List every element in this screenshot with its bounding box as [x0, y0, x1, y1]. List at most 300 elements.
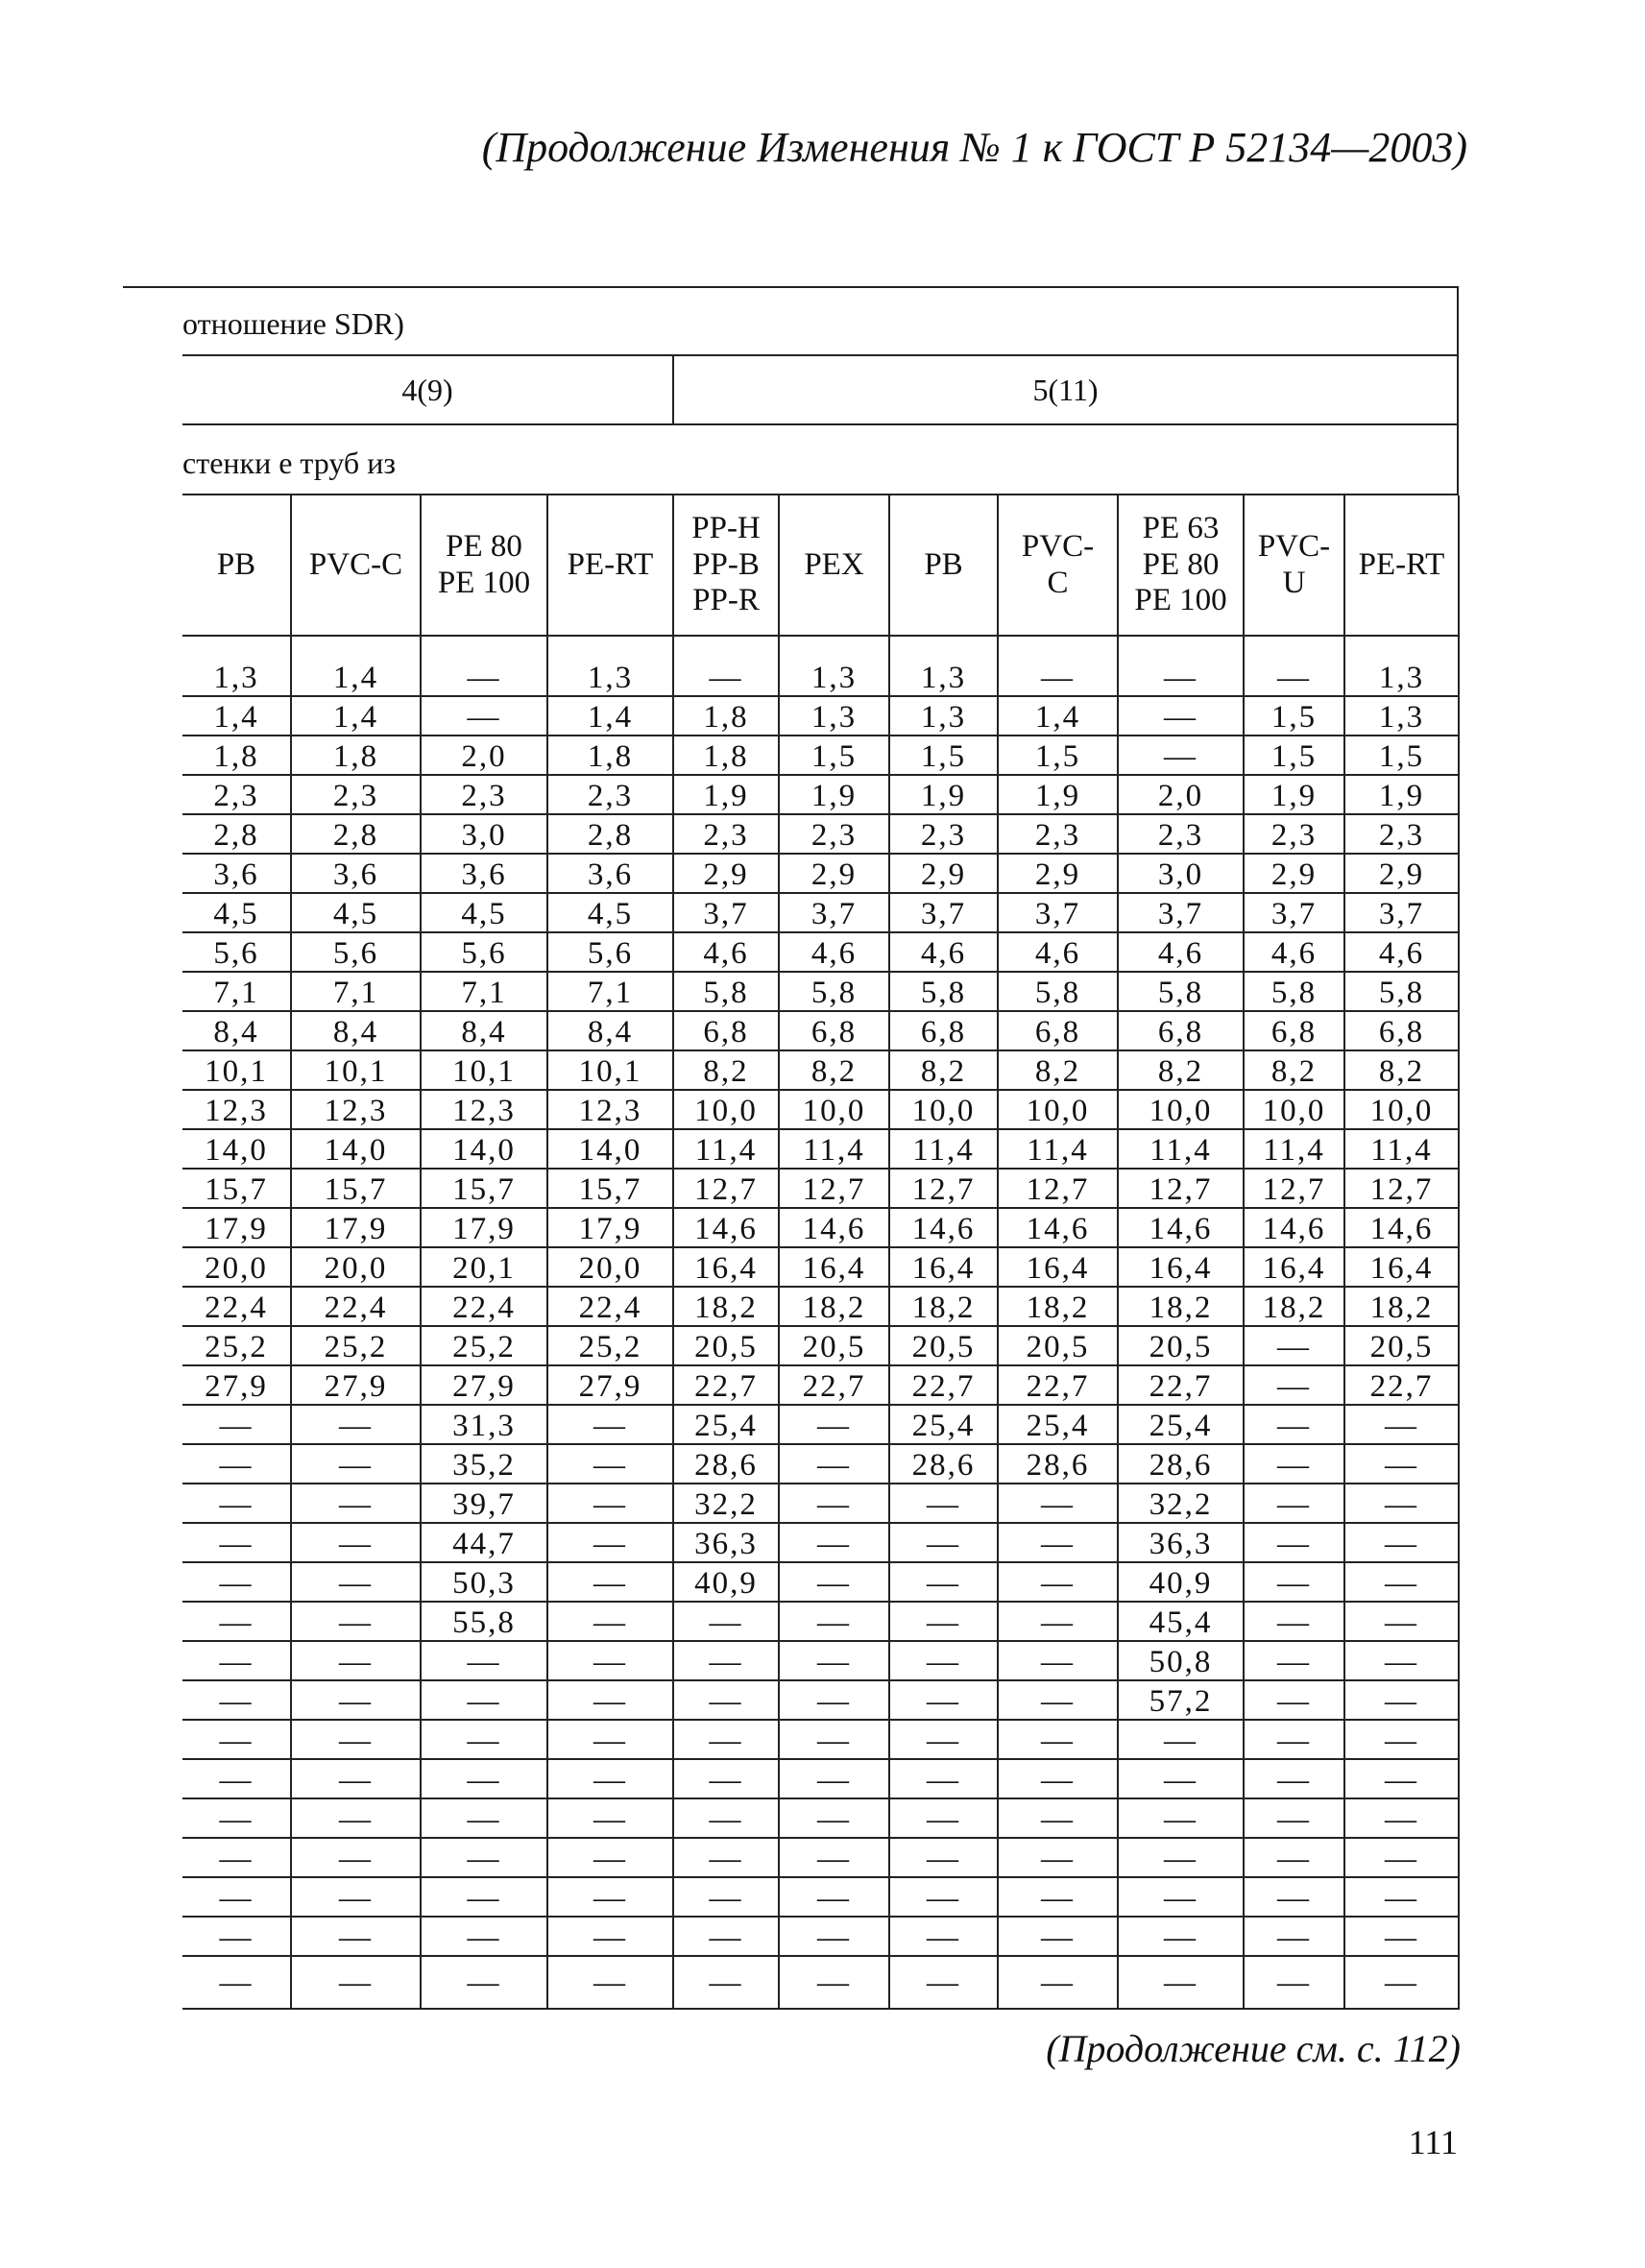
table-cell: —: [547, 1641, 673, 1680]
table-cell: —: [779, 1444, 889, 1484]
table-cell: 1,8: [547, 736, 673, 775]
spacer-cell: [673, 636, 779, 658]
table-cell: —: [291, 1720, 421, 1759]
table-cell: 11,4: [889, 1129, 998, 1169]
table-cell: 8,2: [998, 1050, 1118, 1090]
table-cell: —: [779, 1877, 889, 1917]
table-cell: 20,5: [889, 1326, 998, 1365]
table-cell: 28,6: [889, 1444, 998, 1484]
table-cell: —: [1244, 1405, 1344, 1444]
table-row: [182, 1326, 1459, 1365]
table-cell: —: [182, 1720, 291, 1759]
table-cell: —: [673, 1759, 779, 1798]
table-cell: 2,3: [998, 814, 1118, 854]
table-cell: —: [779, 1523, 889, 1562]
table-cell: —: [182, 1680, 291, 1720]
table-cell: —: [1118, 658, 1244, 696]
table-row: [182, 775, 1459, 814]
table-cell: —: [182, 1602, 291, 1641]
column-header: [779, 495, 889, 636]
table-cell: —: [998, 1484, 1118, 1523]
sdr-group-left: 4(9): [182, 356, 674, 423]
table-cell: —: [291, 1838, 421, 1877]
table-cell: —: [291, 1562, 421, 1602]
table-cell: 8,4: [547, 1011, 673, 1050]
table-cell: 15,7: [547, 1169, 673, 1208]
table-cell: 22,7: [1344, 1365, 1459, 1405]
table-cell: 8,4: [182, 1011, 291, 1050]
thickness-table: [182, 286, 1459, 2010]
table-cell: 10,0: [1118, 1090, 1244, 1129]
table-cell: 3,7: [673, 893, 779, 932]
table-cell: 31,3: [421, 1405, 547, 1444]
table-cell: 6,8: [1244, 1011, 1344, 1050]
table-cell: —: [1118, 1917, 1244, 1956]
table-cell: —: [547, 1680, 673, 1720]
table-cell: —: [889, 1562, 998, 1602]
table-cell: —: [291, 1759, 421, 1798]
column-header-line: PE 100: [1134, 583, 1227, 618]
table-cell: 3,6: [291, 854, 421, 893]
table-cell: —: [1244, 1877, 1344, 1917]
table-cell: —: [1244, 1326, 1344, 1365]
table-cell: 25,4: [1118, 1405, 1244, 1444]
column-header-line: PB: [924, 546, 963, 582]
table-cell: 15,7: [421, 1169, 547, 1208]
table-cell: —: [1344, 1917, 1459, 1956]
table-cell: 10,0: [889, 1090, 998, 1129]
table-cell: —: [1244, 1484, 1344, 1523]
table-cell: —: [1344, 1523, 1459, 1562]
table-cell: 11,4: [779, 1129, 889, 1169]
table-cell: —: [421, 1877, 547, 1917]
table-cell: —: [291, 1641, 421, 1680]
table-cell: 1,4: [547, 696, 673, 736]
table-cell: —: [547, 1405, 673, 1444]
table-cell: —: [182, 1444, 291, 1484]
table-cell: —: [673, 1720, 779, 1759]
table-cell: 8,2: [889, 1050, 998, 1090]
table-cell: 15,7: [291, 1169, 421, 1208]
table-cell: —: [779, 1680, 889, 1720]
table-cell: —: [421, 658, 547, 696]
table-cell: —: [547, 1562, 673, 1602]
column-header-line: C: [1047, 565, 1069, 600]
table-cell: —: [1244, 1562, 1344, 1602]
table-cell: —: [673, 1956, 779, 2009]
table-cell: 17,9: [547, 1208, 673, 1247]
table-row: [182, 1602, 1459, 1641]
table-cell: —: [779, 1720, 889, 1759]
table-cell: —: [779, 1484, 889, 1523]
table-row: [182, 1484, 1459, 1523]
table-cell: 2,3: [291, 775, 421, 814]
table-cell: 18,2: [889, 1287, 998, 1326]
table-cell: 11,4: [1244, 1129, 1344, 1169]
table-row: [182, 1129, 1459, 1169]
table-cell: —: [291, 1956, 421, 2009]
table-cell: 1,3: [779, 658, 889, 696]
spacer-cell: [1118, 636, 1244, 658]
table-cell: —: [1244, 658, 1344, 696]
table-cell: 40,9: [673, 1562, 779, 1602]
table-cell: —: [182, 1838, 291, 1877]
table-cell: 4,6: [1344, 932, 1459, 972]
table-cell: —: [1244, 1602, 1344, 1641]
sdr-group-right: 5(11): [674, 356, 1459, 423]
table-cell: —: [889, 1602, 998, 1641]
table-cell: 8,4: [421, 1011, 547, 1050]
table-cell: —: [1344, 1720, 1459, 1759]
data-grid: [182, 495, 1460, 2010]
table-cell: 3,7: [998, 893, 1118, 932]
table-row: [182, 1641, 1459, 1680]
table-row: [182, 1208, 1459, 1247]
table-cell: 5,8: [1244, 972, 1344, 1011]
table-cell: 2,9: [673, 854, 779, 893]
page-number: 111: [1408, 2123, 1458, 2161]
table-cell: 20,0: [547, 1247, 673, 1287]
table-cell: 22,4: [547, 1287, 673, 1326]
table-cell: —: [889, 1917, 998, 1956]
column-header: [1244, 495, 1344, 636]
table-cell: 1,3: [889, 696, 998, 736]
table-cell: —: [547, 1523, 673, 1562]
table-cell: —: [1118, 1759, 1244, 1798]
column-header-line: PVC-C: [308, 546, 403, 582]
table-cell: —: [779, 1838, 889, 1877]
table-cell: 1,4: [291, 696, 421, 736]
table-cell: —: [1118, 1956, 1244, 2009]
spacer-cell: [1344, 636, 1459, 658]
table-cell: 18,2: [673, 1287, 779, 1326]
table-cell: —: [673, 1798, 779, 1838]
table-cell: 2,3: [1344, 814, 1459, 854]
table-row: [182, 1287, 1459, 1326]
table-cell: 7,1: [182, 972, 291, 1011]
table-cell: —: [889, 1484, 998, 1523]
table-cell: 5,8: [1118, 972, 1244, 1011]
table-cell: 3,6: [421, 854, 547, 893]
table-cell: 2,8: [182, 814, 291, 854]
table-cell: 12,7: [1344, 1169, 1459, 1208]
column-header: [291, 495, 421, 636]
spacer-cell: [182, 636, 291, 658]
table-cell: —: [291, 1877, 421, 1917]
table-cell: 32,2: [1118, 1484, 1244, 1523]
table-cell: 25,2: [421, 1326, 547, 1365]
column-header-line: PE 80: [446, 528, 522, 564]
table-cell: 2,3: [673, 814, 779, 854]
table-cell: 16,4: [673, 1247, 779, 1287]
table-cell: 17,9: [182, 1208, 291, 1247]
table-cell: —: [182, 1798, 291, 1838]
table-row: [182, 1720, 1459, 1759]
table-cell: —: [779, 1602, 889, 1641]
table-row: [182, 932, 1459, 972]
table-cell: —: [998, 658, 1118, 696]
table-cell: —: [1344, 1680, 1459, 1720]
column-header-line: U: [1282, 565, 1306, 600]
column-header-line: PP-H: [691, 510, 761, 545]
table-cell: 10,1: [421, 1050, 547, 1090]
column-header: [421, 495, 547, 636]
table-cell: —: [1244, 1523, 1344, 1562]
table-cell: 39,7: [421, 1484, 547, 1523]
table-cell: —: [1344, 1484, 1459, 1523]
header-spacer-row: [182, 636, 1459, 658]
table-cell: 14,6: [1244, 1208, 1344, 1247]
table-cell: 1,9: [1244, 775, 1344, 814]
table-row: [182, 1917, 1459, 1956]
table-cell: 20,0: [182, 1247, 291, 1287]
table-row: [182, 658, 1459, 696]
table-cell: 25,2: [547, 1326, 673, 1365]
table-cell: 3,7: [1118, 893, 1244, 932]
table-cell: —: [1118, 1838, 1244, 1877]
table-cell: 14,6: [889, 1208, 998, 1247]
table-cell: —: [421, 1759, 547, 1798]
table-cell: 1,9: [998, 775, 1118, 814]
table-cell: —: [889, 1838, 998, 1877]
table-cell: 10,1: [182, 1050, 291, 1090]
table-cell: —: [547, 1720, 673, 1759]
table-cell: 8,2: [673, 1050, 779, 1090]
table-cell: 18,2: [998, 1287, 1118, 1326]
table-cell: —: [182, 1484, 291, 1523]
table-subcaption-row: [182, 425, 1459, 495]
table-cell: 1,3: [889, 658, 998, 696]
table-cell: 20,5: [1118, 1326, 1244, 1365]
table-cell: 40,9: [1118, 1562, 1244, 1602]
table-cell: —: [998, 1759, 1118, 1798]
table-cell: —: [421, 1641, 547, 1680]
table-cell: —: [1244, 1641, 1344, 1680]
table-row: [182, 1444, 1459, 1484]
table-cell: —: [547, 1798, 673, 1838]
table-cell: 3,6: [182, 854, 291, 893]
table-cell: 12,3: [421, 1090, 547, 1129]
table-cell: —: [182, 1877, 291, 1917]
table-cell: 14,6: [779, 1208, 889, 1247]
table-cell: 11,4: [673, 1129, 779, 1169]
table-cell: 2,3: [889, 814, 998, 854]
table-cell: —: [182, 1917, 291, 1956]
table-cell: 8,2: [779, 1050, 889, 1090]
table-cell: 14,0: [291, 1129, 421, 1169]
table-cell: 5,8: [998, 972, 1118, 1011]
table-cell: —: [673, 1838, 779, 1877]
table-cell: —: [1344, 1602, 1459, 1641]
table-cell: 6,8: [673, 1011, 779, 1050]
column-header-line: PE-RT: [567, 546, 654, 582]
table-row: [182, 1090, 1459, 1129]
column-header-line: PE 63: [1142, 510, 1220, 545]
table-cell: 14,6: [998, 1208, 1118, 1247]
table-cell: —: [779, 1562, 889, 1602]
table-cell: 12,7: [673, 1169, 779, 1208]
table-cell: 5,6: [291, 932, 421, 972]
table-cell: —: [889, 1523, 998, 1562]
table-cell: 1,9: [1344, 775, 1459, 814]
table-cell: —: [421, 1956, 547, 2009]
table-cell: 22,4: [182, 1287, 291, 1326]
table-row: [182, 1562, 1459, 1602]
table-cell: —: [291, 1798, 421, 1838]
table-cell: —: [673, 1680, 779, 1720]
table-row: [182, 1798, 1459, 1838]
table-cell: —: [779, 1405, 889, 1444]
table-cell: 18,2: [1244, 1287, 1344, 1326]
table-cell: 25,4: [889, 1405, 998, 1444]
table-cell: 4,5: [421, 893, 547, 932]
table-cell: 2,0: [421, 736, 547, 775]
table-cell: 10,0: [1244, 1090, 1344, 1129]
table-cell: 14,0: [547, 1129, 673, 1169]
table-cell: 12,7: [1244, 1169, 1344, 1208]
table-cell: —: [291, 1523, 421, 1562]
table-cell: —: [182, 1956, 291, 2009]
table-row: [182, 1956, 1459, 2009]
table-cell: 17,9: [421, 1208, 547, 1247]
table-cell: 22,7: [998, 1365, 1118, 1405]
table-cell: 1,5: [779, 736, 889, 775]
table-cell: —: [291, 1484, 421, 1523]
table-cell: 11,4: [1344, 1129, 1459, 1169]
table-cell: 16,4: [889, 1247, 998, 1287]
table-row: [182, 1169, 1459, 1208]
table-cell: 4,6: [673, 932, 779, 972]
table-cell: 1,5: [1344, 736, 1459, 775]
table-cell: —: [547, 1877, 673, 1917]
table-row: [182, 1759, 1459, 1798]
column-header-line: PE 80: [1142, 546, 1220, 582]
table-cell: 25,4: [673, 1405, 779, 1444]
table-cell: —: [1118, 696, 1244, 736]
table-cell: 16,4: [1118, 1247, 1244, 1287]
table-cell: —: [998, 1680, 1118, 1720]
table-cell: 16,4: [1244, 1247, 1344, 1287]
table-cell: —: [998, 1917, 1118, 1956]
table-cell: 4,6: [1244, 932, 1344, 972]
table-cell: 20,5: [1344, 1326, 1459, 1365]
table-cell: 27,9: [547, 1365, 673, 1405]
column-header-line: PP-R: [692, 583, 760, 618]
table-cell: 2,3: [1118, 814, 1244, 854]
table-cell: 1,4: [998, 696, 1118, 736]
table-cell: —: [998, 1877, 1118, 1917]
table-cell: —: [291, 1602, 421, 1641]
column-header: [998, 495, 1118, 636]
table-cell: 1,3: [1344, 658, 1459, 696]
column-header-line: PVC-: [1021, 528, 1095, 564]
table-cell: 14,0: [421, 1129, 547, 1169]
column-header-line: PE 100: [437, 565, 531, 600]
table-cell: 6,8: [998, 1011, 1118, 1050]
table-cell: 35,2: [421, 1444, 547, 1484]
table-cell: 12,7: [998, 1169, 1118, 1208]
table-cell: 11,4: [1118, 1129, 1244, 1169]
table-cell: 4,5: [182, 893, 291, 932]
table-cell: 1,8: [673, 696, 779, 736]
column-header: [1118, 495, 1244, 636]
table-cell: 1,3: [182, 658, 291, 696]
table-cell: 18,2: [779, 1287, 889, 1326]
table-cell: —: [1118, 1720, 1244, 1759]
table-cell: 1,5: [1244, 736, 1344, 775]
table-cell: —: [779, 1759, 889, 1798]
table-cell: 4,6: [779, 932, 889, 972]
table-cell: 2,3: [547, 775, 673, 814]
table-cell: 1,5: [998, 736, 1118, 775]
table-cell: —: [547, 1956, 673, 2009]
table-cell: —: [779, 1641, 889, 1680]
table-cell: 1,8: [673, 736, 779, 775]
table-cell: 50,8: [1118, 1641, 1244, 1680]
table-cell: 22,4: [291, 1287, 421, 1326]
table-cell: 4,5: [291, 893, 421, 932]
table-cell: 12,3: [291, 1090, 421, 1129]
table-cell: —: [673, 658, 779, 696]
table-cell: 25,2: [182, 1326, 291, 1365]
table-cell: —: [1244, 1917, 1344, 1956]
sdr-group-row: [182, 356, 1459, 425]
table-cell: —: [779, 1798, 889, 1838]
table-cell: —: [1344, 1877, 1459, 1917]
table-cell: —: [998, 1956, 1118, 2009]
table-cell: —: [421, 1680, 547, 1720]
table-cell: —: [421, 1720, 547, 1759]
table-cell: —: [889, 1956, 998, 2009]
table-cell: 1,4: [182, 696, 291, 736]
table-cell: —: [1244, 1444, 1344, 1484]
table-cell: 28,6: [1118, 1444, 1244, 1484]
table-cell: 12,7: [889, 1169, 998, 1208]
table-cell: —: [889, 1720, 998, 1759]
table-cell: —: [998, 1562, 1118, 1602]
table-cell: —: [1344, 1405, 1459, 1444]
table-cell: —: [547, 1917, 673, 1956]
table-cell: 20,5: [673, 1326, 779, 1365]
spacer-cell: [779, 636, 889, 658]
table-cell: 10,0: [779, 1090, 889, 1129]
page-header-title: (Продолжение Изменения № 1 к ГОСТ Р 52134—2003): [481, 124, 1467, 171]
table-cell: 1,9: [889, 775, 998, 814]
table-cell: 12,3: [547, 1090, 673, 1129]
table-cell: 14,6: [673, 1208, 779, 1247]
table-cell: 1,8: [182, 736, 291, 775]
table-cell: 20,5: [998, 1326, 1118, 1365]
table-cell: 15,7: [182, 1169, 291, 1208]
table-cell: 25,2: [291, 1326, 421, 1365]
table-cell: 12,3: [182, 1090, 291, 1129]
table-caption-text: отношение SDR): [182, 306, 404, 341]
column-header: [182, 495, 291, 636]
table-cell: 18,2: [1344, 1287, 1459, 1326]
table-cell: —: [889, 1641, 998, 1680]
table-cell: —: [1244, 1759, 1344, 1798]
table-cell: 7,1: [421, 972, 547, 1011]
table-cell: —: [182, 1523, 291, 1562]
table-cell: 10,1: [547, 1050, 673, 1090]
table-cell: —: [182, 1562, 291, 1602]
table-row: [182, 1405, 1459, 1444]
table-cell: 11,4: [998, 1129, 1118, 1169]
table-cell: —: [1344, 1444, 1459, 1484]
table-cell: 5,8: [1344, 972, 1459, 1011]
table-cell: 22,7: [673, 1365, 779, 1405]
table-cell: 10,1: [291, 1050, 421, 1090]
